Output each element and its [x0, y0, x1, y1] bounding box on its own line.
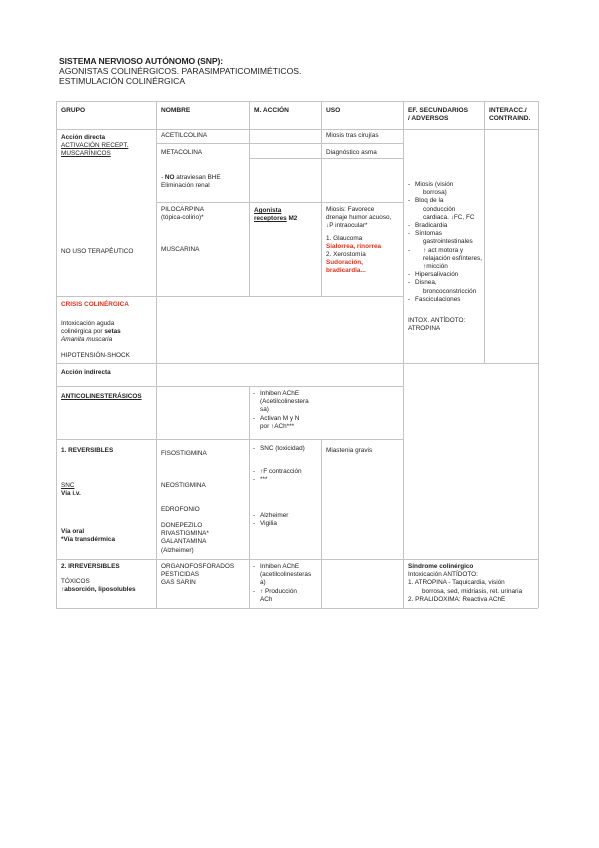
label-via-transdermica: *Vía transdérmica	[61, 536, 115, 544]
pilocarpina-line1: PILOCARPINA	[161, 206, 204, 213]
intox-line2-a: colinérgica por	[61, 328, 105, 336]
intox-line2-b: setas	[104, 328, 121, 336]
rule	[403, 101, 404, 608]
ef-act-3: ↑micción	[423, 263, 448, 271]
ef-sindrome-colinergico	[408, 563, 522, 604]
sindrome-colinergico: Síndrome colinérgico	[408, 563, 474, 570]
rule	[56, 559, 538, 560]
receptores-b: M2	[286, 215, 298, 223]
rule	[56, 129, 538, 130]
grupo-hipotension: HIPOTENSIÓN-SHOCK	[61, 352, 130, 359]
inhiben-b-line2: (acetilcolinesteras	[260, 571, 312, 579]
intox-antidoto: INTOX. ANTÍDOTO:	[408, 317, 466, 324]
grupo-toxicos	[61, 578, 136, 594]
grupo-reversibles: 1. REVERSIBLES	[61, 447, 114, 454]
nombre-edrofonio: EDROFONIO	[161, 506, 200, 513]
label-via-iv: Vía i.v.	[61, 490, 81, 498]
activan-line2: por ↑ACh***	[260, 422, 295, 430]
drenaje: drenaje humor acuoso,	[326, 214, 392, 222]
alzheimer-note: (Alzheimer)	[161, 546, 194, 554]
ef-list	[415, 181, 482, 304]
ef-hipersalivacion: - Hipersalivación	[415, 271, 482, 279]
grupo-accion-indirecta: Acción indirecta	[61, 369, 111, 376]
grupo-crisis-colinergica: CRISIS COLINÉRGICA	[61, 301, 129, 308]
header-ef-line2: / ADVERSOS	[408, 115, 449, 123]
ef-disnea-2: broncoconstricción	[423, 287, 477, 295]
ef-antidoto	[408, 317, 465, 333]
grupo-vias	[61, 528, 115, 544]
nombre-organofosforados	[161, 563, 234, 588]
pesticidas: PESTICIDAS	[161, 571, 199, 579]
nombre-acetilcolina: ACETILCOLINA	[161, 132, 208, 139]
note-bhe-a: -	[161, 174, 165, 181]
maccion-agonista-m2	[254, 207, 297, 223]
header-interacciones	[489, 107, 530, 123]
header-efectos-secundarios	[408, 107, 468, 123]
rule	[56, 439, 403, 440]
pralidoxima: 2. PRALIDOXIMA: Reactiva AChE	[408, 595, 506, 603]
rule	[56, 363, 538, 364]
agonista: Agonista	[254, 207, 282, 214]
rule	[156, 143, 403, 144]
vigilia: - Vigilia	[260, 520, 288, 528]
uso-miosis-cirugias: Miosis tras cirujías	[326, 132, 379, 139]
donepezilo: DONEPEZILO	[161, 522, 203, 529]
uso-miastenia: Miastenia gravis	[326, 447, 373, 454]
ef-fasciculaciones: - Fasciculaciones	[415, 296, 482, 304]
ef-bloq-3: cardiaca. ↓FC, FC	[423, 213, 475, 221]
receptores-a: receptores	[254, 215, 287, 223]
galantamina: GALANTAMINA	[161, 538, 207, 546]
rule	[56, 101, 57, 608]
note-eliminacion: Eliminación renal	[161, 182, 210, 190]
header-inter-line2: CONTRAIND.	[489, 115, 531, 123]
intox-line3: Amanita muscaria	[61, 336, 113, 344]
nombre-neostigmina: NEOSTIGMINA	[161, 482, 206, 489]
produccion-line1: - ↑ Producción	[260, 588, 311, 596]
grupo-accion-directa	[61, 134, 128, 159]
produccion-line2: ACh	[260, 595, 273, 603]
rule	[321, 101, 322, 296]
maccion-snc-toxicidad	[260, 445, 305, 453]
ef-miosis-2: borrosa)	[423, 189, 447, 197]
maccion-inhiben-ache	[260, 390, 309, 431]
rule	[156, 101, 157, 608]
inhiben-b-line3: a)	[260, 579, 266, 587]
ef-sintomas-1: - Síntomas	[415, 230, 482, 238]
organofosforados: ORGANOFOSFORADOS	[161, 563, 235, 570]
pilocarpina-line2: (tópica-colirio)*	[161, 214, 204, 222]
note-bhe	[161, 174, 221, 182]
header-mecanismo-accion: M. ACCIÓN	[254, 107, 289, 114]
miosis-favorece: Miosis: Favorece	[326, 206, 375, 213]
rule	[249, 158, 403, 159]
p-intraocular: ↓P intraocular*	[326, 222, 368, 230]
label-via-oral: Vía oral	[61, 528, 85, 535]
uso-pilocarpina	[326, 206, 391, 276]
intox-antidoto-2: Intoxicación ANTÍDOTO:	[408, 571, 478, 579]
maccion-alzheimer-vigilia	[260, 512, 288, 528]
label-absorcion: ↑absorción, liposolubles	[61, 586, 136, 594]
grupo-no-uso: NO USO TERAPÉUTICO	[61, 248, 134, 255]
receptores-m2	[254, 215, 297, 223]
ef-disnea-1: - Disnea,	[415, 279, 482, 287]
inhiben-line3: sa)	[260, 406, 269, 414]
document-title	[59, 56, 559, 86]
nombre-inhibidores-alzheimer	[161, 522, 209, 555]
ef-act-1: - ↑ act motora y	[415, 247, 482, 255]
inhiben-b-line1: - Inhiben AChE	[260, 563, 311, 571]
f-contraccion: - ↑F contracción	[260, 468, 302, 476]
rivastigmina: RIVASTIGMINA*	[161, 530, 209, 538]
intox-line2	[61, 328, 121, 336]
label-activacion-2: MUSCARÍNICOS	[61, 150, 111, 158]
intox-line1: Intoxicación aguda	[61, 320, 115, 327]
rule	[56, 386, 403, 387]
rule	[156, 202, 403, 203]
label-snc: SNC	[61, 482, 75, 489]
rule	[56, 296, 403, 297]
grupo-intoxicacion	[61, 320, 121, 345]
maccion-contraccion	[260, 468, 302, 484]
label-activacion-1: ACTIVACIÓN RECEPT.	[61, 142, 129, 150]
rule	[321, 439, 322, 608]
rule	[484, 101, 485, 363]
sudoracion: Sudoración,	[326, 259, 363, 267]
glaucoma: 1. Glaucoma	[326, 234, 363, 242]
grupo-snc	[61, 482, 81, 498]
header-ef-line1: EF. SECUNDARIOS	[408, 107, 469, 114]
alzheimer: - Alzheimer	[260, 512, 288, 520]
bradicardia: bradicardia...	[326, 267, 366, 275]
nombre-metacolina: METACOLINA	[161, 149, 203, 156]
rule	[56, 608, 538, 609]
title-line-1: SISTEMA NERVIOSO AUTÓNOMO (SNP):	[59, 56, 224, 66]
nombre-muscarina: MUSCARINA	[161, 246, 200, 253]
nombre-fisostigmina: FISOSTIGMINA	[161, 450, 207, 457]
activan-line1: - Activan M y N	[260, 415, 309, 423]
xerostomia: 2. Xerostomía	[326, 251, 366, 259]
title-line-3: ESTIMULACIÓN COLINÉRGICA	[59, 76, 186, 86]
note-bhe-c: atraviesan BHE	[174, 174, 221, 181]
ef-bradicardia: - Bradicardia	[415, 222, 482, 230]
gas-sarin: GAS SARIN	[161, 579, 196, 587]
grupo-irreversibles: 2. IRREVERSIBLES	[61, 563, 120, 570]
triple-asterisk: - ***	[260, 476, 302, 484]
atropina-line2: borrosa, sed, midriasis, ret. urinaria	[422, 587, 523, 595]
rule	[538, 101, 539, 608]
title-line-2: AGONISTAS COLINÉRGICOS. PARASIMPATICOMIMÉTICOS.	[59, 66, 302, 76]
note-bhe-b: NO	[164, 174, 175, 181]
sialorrea: Sialorrea, rinorrea	[326, 242, 382, 250]
ef-sintomas-2: gastrointestinales	[423, 238, 473, 246]
header-uso: USO	[326, 107, 341, 114]
label-accion-directa: Acción directa	[61, 134, 106, 141]
header-nombre: NOMBRE	[161, 107, 191, 114]
rule	[249, 101, 250, 296]
nombre-pilocarpina	[161, 206, 204, 222]
snc-toxicidad: - SNC (toxicidad)	[260, 445, 305, 453]
label-toxicos: TÓXICOS	[61, 578, 90, 585]
inhiben-line1: - Inhiben AChE	[260, 390, 309, 398]
ef-act-2: relajación esfínteres,	[423, 254, 482, 262]
inhiben-line2: (Acetilcolinestera	[260, 398, 309, 406]
ef-miosis-1: - Miosis (visión	[415, 181, 482, 189]
grupo-anticolinesterasicos: ANTICOLINESTERÁSICOS	[61, 393, 142, 400]
uso-diagnostico-asma: Diagnóstico asma	[326, 149, 377, 156]
rule	[249, 386, 250, 608]
atropina: ATROPINA	[408, 325, 441, 333]
ef-bloq-1: - Bloq de la	[415, 197, 482, 205]
atropina-line1: 1. ATROPINA - Taquicardia, visión	[408, 579, 505, 587]
maccion-irreversibles	[260, 563, 311, 604]
header-grupo: GRUPO	[61, 107, 86, 114]
header-inter-line1: INTERACC./	[489, 107, 527, 114]
ef-bloq-2: conducción	[423, 205, 456, 213]
rule	[56, 101, 538, 102]
nombre-notas-bhe	[161, 174, 221, 190]
